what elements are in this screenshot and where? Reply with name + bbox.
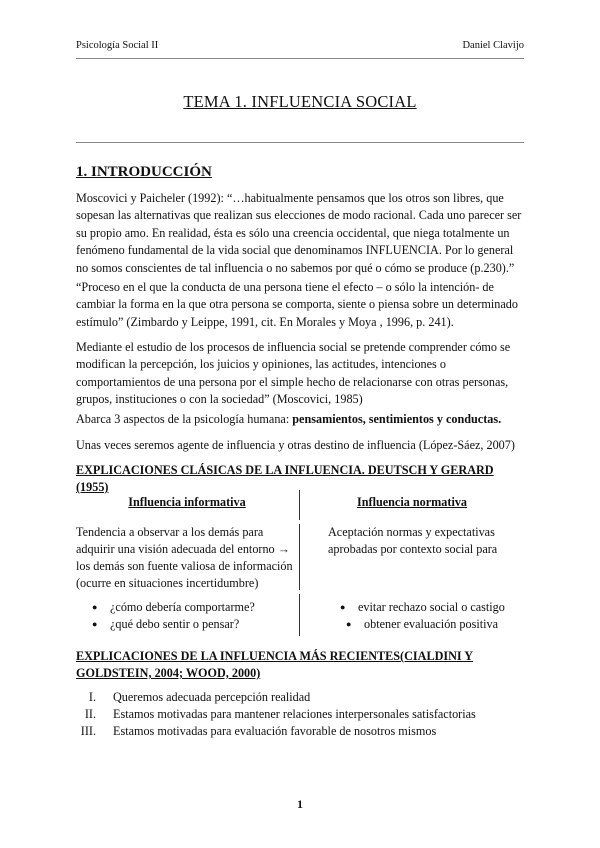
- column-title-normativa: Influencia normativa: [356, 495, 468, 509]
- column-divider-bottom: [299, 594, 300, 636]
- column-title-informativa: Influencia informativa: [128, 495, 246, 509]
- normativa-description: Aceptación normas y expectativas aprobadas por contexto social para: [328, 525, 498, 556]
- roman-numeral: III.: [80, 724, 96, 739]
- list-item: ● evitar rechazo social o castigo: [336, 599, 505, 616]
- list-item-text: Estamos motivadas para mantener relaciones interpersonales satisfactorias: [113, 707, 476, 722]
- header-right: Daniel Clavijo: [462, 40, 524, 51]
- list-item: ● ¿qué debo sentir o pensar?: [88, 616, 255, 633]
- list-item: ● obtener evaluación positiva: [342, 616, 505, 633]
- section-heading-introduccion: 1. INTRODUCCIÓN: [76, 164, 212, 180]
- list-item-text: Queremos adecuada percepción realidad: [113, 690, 311, 704]
- section-heading-clasicas: EXPLICACIONES CLÁSICAS DE LA INFLUENCIA. DEUTSCH Y GERARD (1955): [76, 463, 494, 494]
- header-rule: [76, 58, 524, 59]
- list-item-text: Estamos motivadas para evaluación favorable de nosotros mismos: [113, 724, 437, 739]
- page-title: TEMA 1. INFLUENCIA SOCIAL: [183, 92, 417, 111]
- intro-paragraph-5: Unas veces seremos agente de influencia y otras destino de influencia (López-Sáez, 2007): [76, 438, 515, 452]
- intro-paragraph-2: “Proceso en el que la conducta de una persona tiene el efecto – o sólo la intención- de cambiar la forma en la que otra persona se comporta, siente o piensa sobre un determinado estímulo” (Zimbardo y Leippe, 1991, cit. En Morales y Moya , 1996, p. 241).: [76, 280, 518, 329]
- list-item: [76, 723, 476, 740]
- normativa-bullets: [336, 599, 505, 633]
- page-number: 1: [297, 797, 303, 811]
- intro-paragraph-4: [76, 411, 526, 428]
- p4-bold-aspects: pensamientos, sentimientos y conductas.: [292, 412, 502, 426]
- intro-paragraph-1: Moscovici y Paicheler (1992): “…habitualmente pensamos que los otros son libres, que sopesan las alternativas que realizan sus elecciones de modo racional. Cada uno parecer ser su propio amo. En realidad, ésta es sólo una creencia occidental, que niega totalmente un fenómeno fundamental de la vida social que denominamos INFLUENCIA. Por lo general no somos conscientes de tal influencia o no sabemos por qué o cómo se produce (p.230).”: [76, 191, 522, 275]
- list-item: ● ¿cómo debería comportarme?: [88, 599, 255, 616]
- header-left: Psicología Social II: [76, 40, 159, 51]
- intro-paragraph-3: Mediante el estudio de los procesos de influencia social se pretende comprender cómo se modifican la percepción, los juicios y opiniones, las actitudes, intenciones o comportamientos de una persona por el simple hecho de relacionarse con otras personas, grupos, instituciones o con la sociedad” (Moscovici, 1985): [76, 340, 511, 407]
- list-item: [76, 706, 476, 723]
- p4-prefix: Abarca 3 aspectos de la psicología humana:: [76, 412, 293, 426]
- column-divider-middle: [299, 524, 300, 590]
- title-rule: [76, 142, 524, 143]
- roman-numeral: I.: [88, 690, 96, 704]
- recent-explanations-list: [76, 689, 476, 741]
- list-item: [76, 689, 476, 706]
- section-heading-recientes: EXPLICACIONES DE LA INFLUENCIA MÁS RECIENTES(CIALDINI Y GOLDSTEIN, 2004; WOOD, 2000): [76, 649, 474, 680]
- column-divider-top: [299, 490, 300, 520]
- roman-numeral: II.: [84, 707, 96, 722]
- informativa-bullets: [88, 599, 255, 633]
- informativa-description: Tendencia a observar a los demás para adquirir una visión adecuada del entorno → los demás son fuente valiosa de información (ocurre en situaciones incertidumbre): [76, 525, 293, 590]
